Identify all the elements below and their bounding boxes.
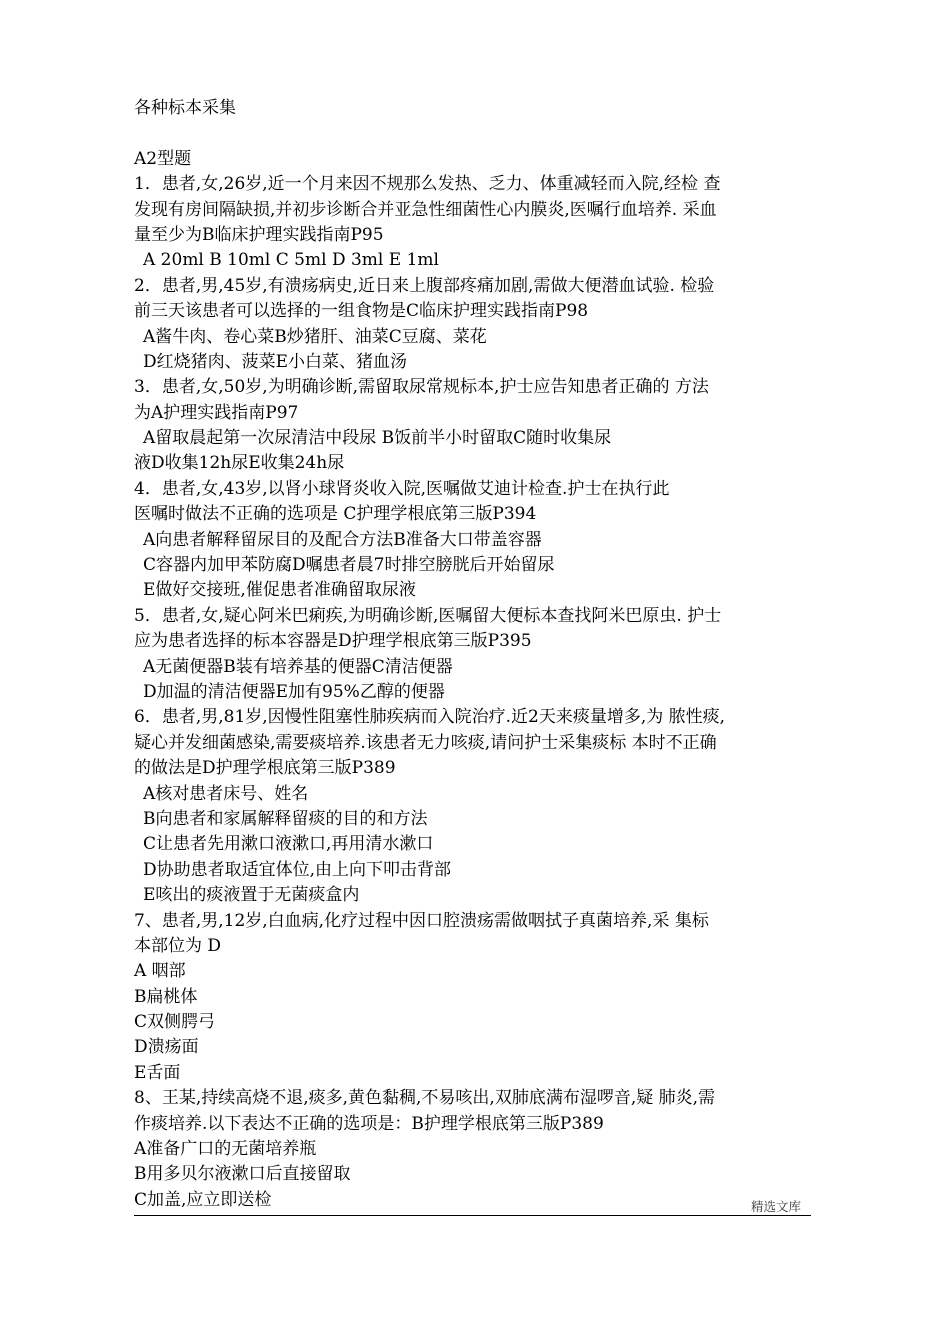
text-line: D红烧猪肉、菠菜E小白菜、猪血汤 xyxy=(143,351,408,372)
text-line: C双侧腭弓 xyxy=(134,1012,216,1033)
text-line: 前三天该患者可以选择的一组食物是C临床护理实践指南P98 xyxy=(134,301,589,322)
text-line: 1．患者,女,26岁,近一个月来因不规那么发热、乏力、体重减轻而入院,经检 查 xyxy=(134,174,721,195)
text-line: 2．患者,男,45岁,有溃疡病史,近日来上腹部疼痛加剧,需做大便潜血试验. 检验 xyxy=(134,275,715,296)
text-line: C加盖,应立即送检 xyxy=(134,1189,272,1210)
text-line: A向患者解释留尿目的及配合方法B准备大口带盖容器 xyxy=(143,529,542,550)
footer-divider xyxy=(134,1215,811,1216)
text-line: D协助患者取适宜体位,由上向下叩击背部 xyxy=(143,859,452,880)
text-line: 量至少为B临床护理实践指南P95 xyxy=(134,224,384,245)
text-line: A2型题 xyxy=(134,148,192,169)
document-body xyxy=(134,96,824,1213)
blank-line xyxy=(134,121,824,146)
text-line: A准备广口的无菌培养瓶 xyxy=(134,1139,317,1160)
text-line: A 咽部 xyxy=(134,961,186,982)
text-line: 医嘱时做法不正确的选项是 C护理学根底第三版P394 xyxy=(134,504,537,525)
footer-label: 精选文库 xyxy=(751,1199,802,1214)
text-line: A 20ml B 10ml C 5ml D 3ml E 1ml xyxy=(143,250,439,271)
text-line: A核对患者床号、姓名 xyxy=(143,783,309,804)
text-line: 的做法是D护理学根底第三版P389 xyxy=(134,758,396,779)
text-line: 3．患者,女,50岁,为明确诊断,需留取尿常规标本,护士应告知患者正确的 方法 xyxy=(134,377,709,398)
text-line: 6．患者,男,81岁,因慢性阻塞性肺疾病而入院治疗.近2天来痰量增多,为 脓性痰, xyxy=(134,707,726,728)
text-line: D溃疡面 xyxy=(134,1037,199,1058)
text-line: 发现有房间隔缺损,并初步诊断合并亚急性细菌性心内膜炎,医嘱行血培养. 采血 xyxy=(134,199,717,220)
text-line: 疑心并发细菌感染,需要痰培养.该患者无力咳痰,请问护士采集痰标 本时不正确 xyxy=(134,732,717,753)
text-line: E做好交接班,催促患者准确留取尿液 xyxy=(143,580,416,601)
text-line: B扁桃体 xyxy=(134,986,198,1007)
text-line: A留取晨起第一次尿清洁中段尿 B饭前半小时留取C随时收集尿 xyxy=(143,428,612,449)
text-line: E舌面 xyxy=(134,1062,181,1083)
text-line: C让患者先用漱口液漱口,再用清水漱口 xyxy=(143,834,434,855)
text-line: C容器内加甲苯防腐D嘱患者晨7时排空膀胱后开始留尿 xyxy=(143,555,555,576)
text-line: 7、患者,男,12岁,白血病,化疗过程中因口腔溃疡需做咽拭子真菌培养,采 集标 xyxy=(134,910,709,931)
text-line: 作痰培养.以下表达不正确的选项是：B护理学根底第三版P389 xyxy=(134,1113,604,1134)
text-line: 5．患者,女,疑心阿米巴痢疾,为明确诊断,医嘱留大便标本查找阿米巴原虫. 护士 xyxy=(134,605,722,626)
text-line: 本部位为 D xyxy=(134,935,222,956)
text-line: 4．患者,女,43岁,以肾小球肾炎收入院,医嘱做艾迪计检查.护士在执行此 xyxy=(134,478,670,499)
text-line: E咳出的痰液置于无菌痰盒内 xyxy=(143,885,360,906)
text-line: A酱牛肉、卷心菜B炒猪肝、油菜C豆腐、菜花 xyxy=(143,326,487,347)
text-line: 液D收集12h尿E收集24h尿 xyxy=(134,453,345,474)
text-line: A无菌便器B装有培养基的便器C清洁便器 xyxy=(143,656,453,677)
text-line: 8、王某,持续高烧不退,痰多,黄色黏稠,不易咳出,双肺底满布湿啰音,疑 肺炎,需 xyxy=(134,1088,716,1109)
text-line: B用多贝尔液漱口后直接留取 xyxy=(134,1164,351,1185)
text-line: B向患者和家属解释留痰的目的和方法 xyxy=(143,808,428,829)
text-line: 为A护理实践指南P97 xyxy=(134,402,299,423)
text-line: D加温的清洁便器E加有95%乙醇的便器 xyxy=(143,681,445,702)
text-line: 应为患者选择的标本容器是D护理学根底第三版P395 xyxy=(134,631,532,652)
document-title: 各种标本采集 xyxy=(134,98,236,118)
